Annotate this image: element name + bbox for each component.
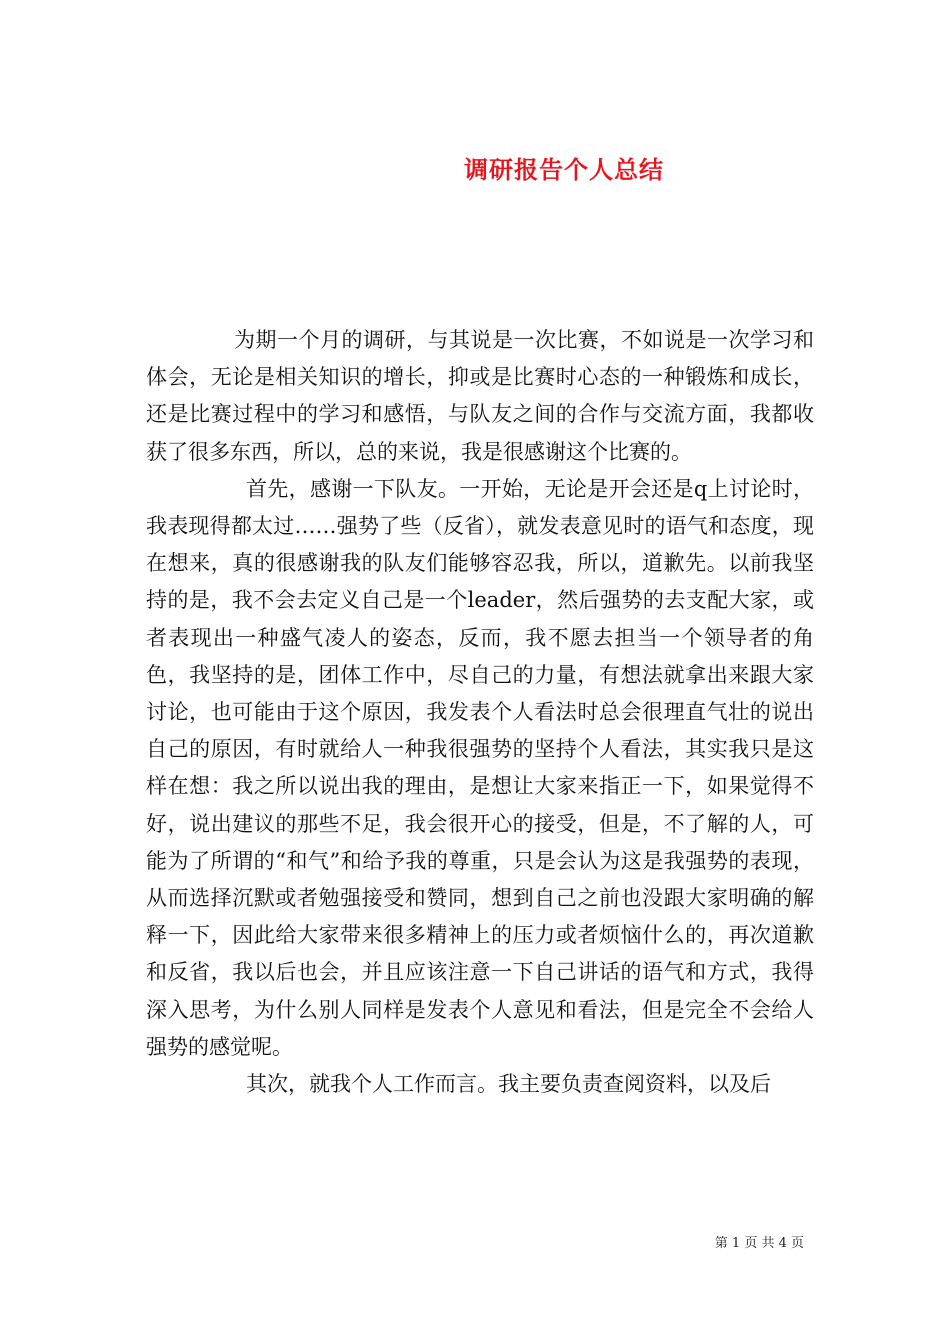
document-body bbox=[146, 322, 814, 1103]
paragraph-teammates: 首先，感谢一下队友。一开始，无论是开会还是q上讨论时，我表现得都太过……强势了些（反省），就发表意见时的语气和态度，现在想来，真的很感谢我的队友们能够容忍我，所以，道歉先。以前我坚持的是，我不会去定义自己是一个leader，然后强势的去支配大家，或者表现出一种盛气凌人的姿态，反而，我不愿去担当一个领导者的角色，我坚持的是，团体工作中，尽自己的力量，有想法就拿出来跟大家讨论，也可能由于这个原因，我发表个人看法时总会很理直气壮的说出自己的原因，有时就给人一种我很强势的坚持个人看法，其实我只是这样在想：我之所以说出我的理由，是想让大家来指正一下，如果觉得不好，说出建议的那些不足，我会很开心的接受，但是，不了解的人，可能为了所谓的“和气”和给予我的尊重，只是会认为这是我强势的表现，从而选择沉默或者勉强接受和赞同，想到自己之前也没跟大家明确的解释一下，因此给大家带来很多精神上的压力或者烦恼什么的，再次道歉和反省，我以后也会，并且应该注意一下自己讲话的语气和方式，我得深入思考，为什么别人同样是发表个人意见和看法，但是完全不会给人强势的感觉呢。 bbox=[146, 476, 814, 1059]
page-title: 调研报告个人总结 bbox=[464, 155, 664, 185]
paragraph-personal-work: 其次，就我个人工作而言。我主要负责查阅资料，以及后 bbox=[246, 1072, 771, 1097]
page-number-footer: 第 1 页 共 4 页 bbox=[714, 1236, 804, 1251]
paragraph-intro: 为期一个月的调研，与其说是一次比赛，不如说是一次学习和体会，无论是相关知识的增长，抑或是比赛时心态的一种锻炼和成长，还是比赛过程中的学习和感悟，与队友之间的合作与交流方面，我都收获了很多东西，所以，总的来说，我是很感谢这个比赛的。 bbox=[146, 328, 814, 464]
